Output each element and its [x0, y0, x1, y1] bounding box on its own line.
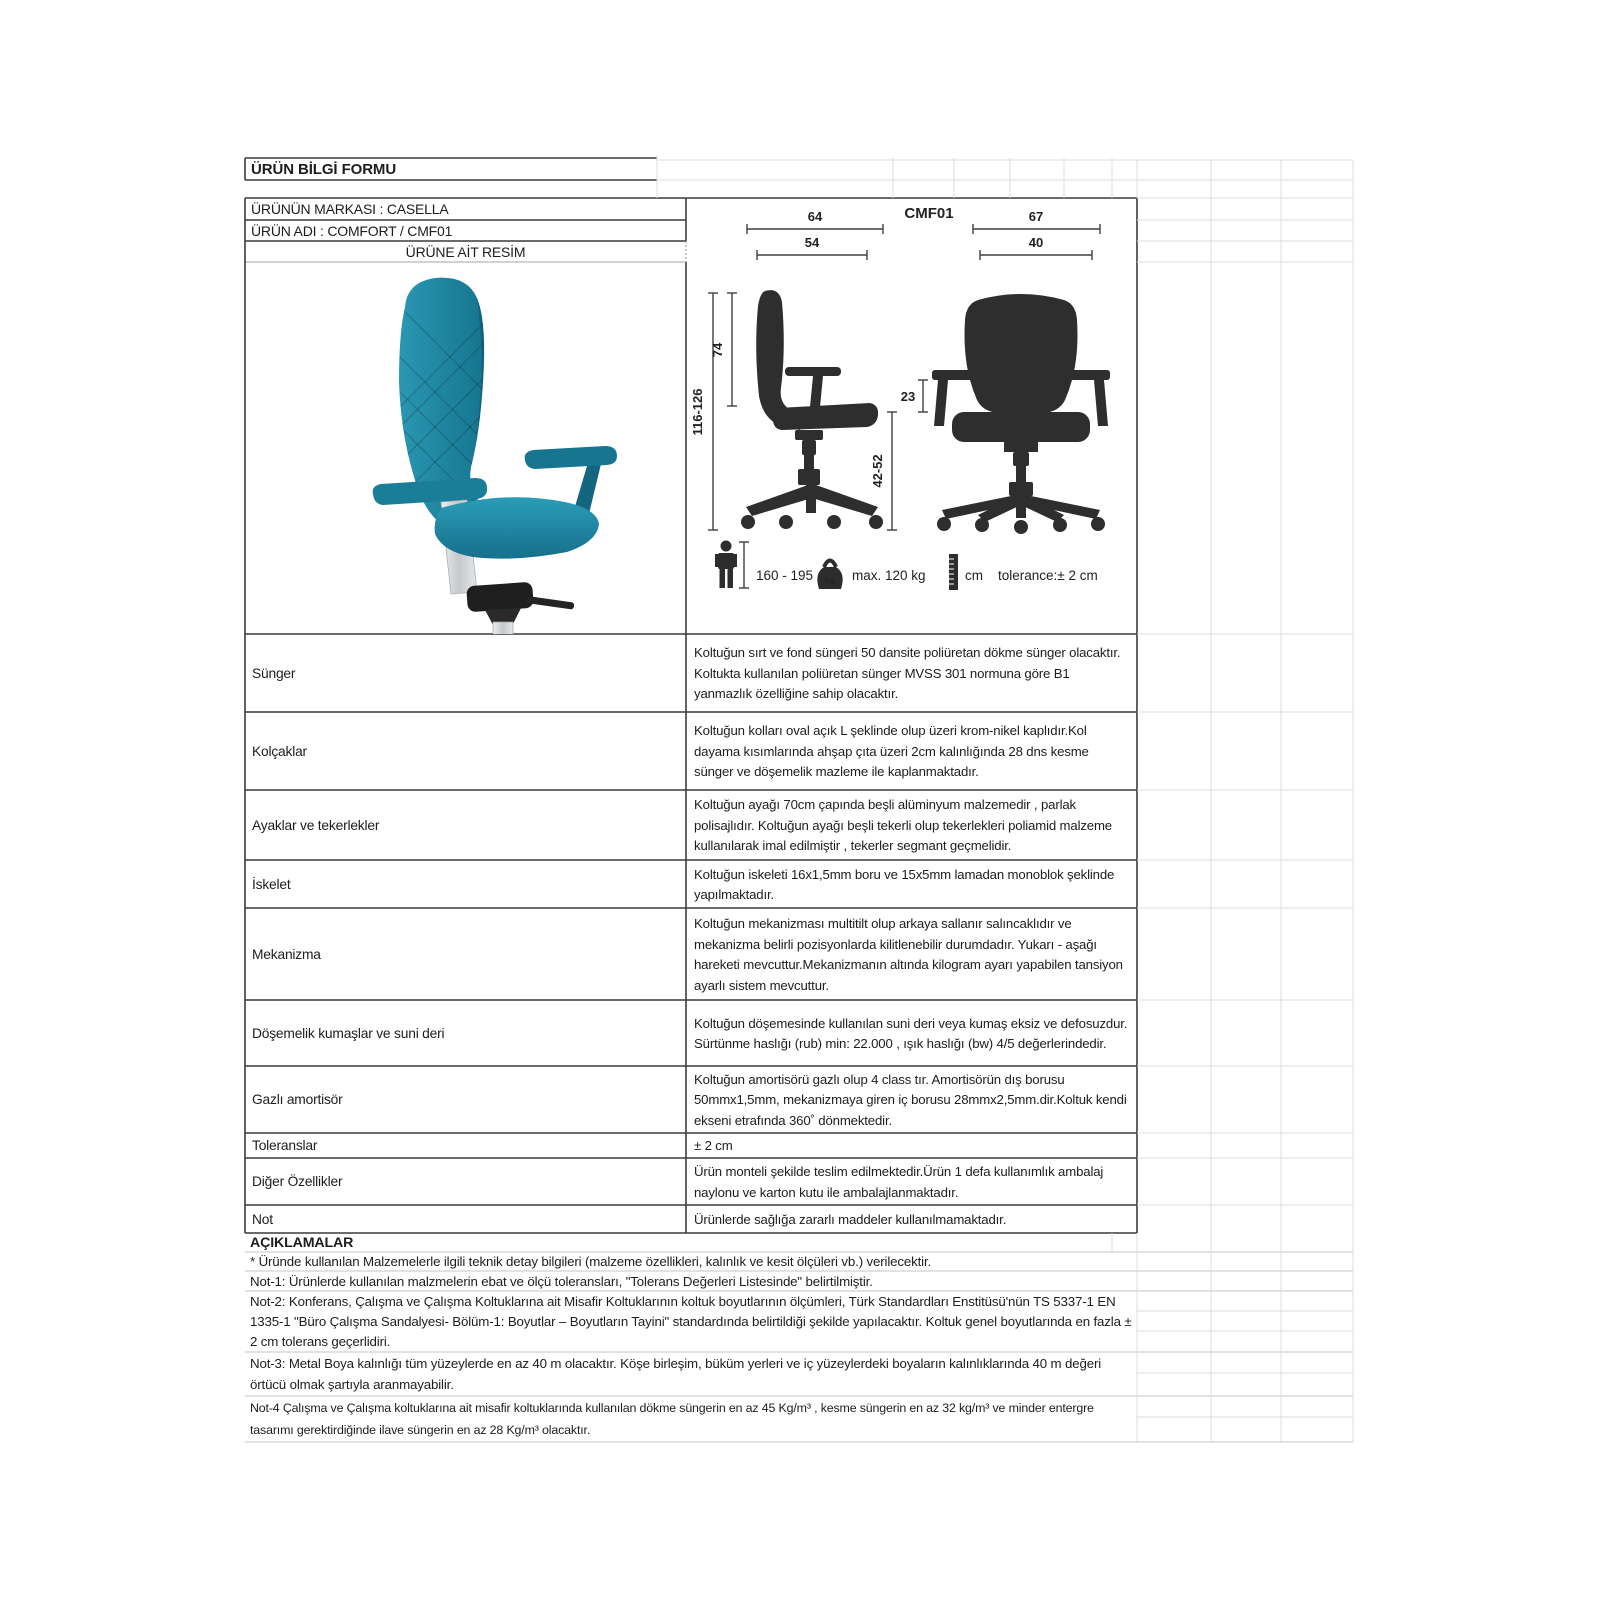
spec-row-label: Ayaklar ve tekerlekler — [252, 817, 380, 833]
note-item: Not-2: Konferans, Çalışma ve Çalışma Koltuklarına ait Misafir Koltuklarının koltuk boyutlarının ölçümleri, Türk Standardları Enstitüsü'nün TS 5337-1 EN 1335-1 "Büro Çalışma Sandalyesi- Bölüm-1: Boyutlar – Boyutların Tayini" standardında belirtildiği şekilde yapılacaktır. Koltuk genel boyutlarında en fazla ± 2 cm tolerans geçerlidiri. — [250, 1293, 1132, 1349]
spec-row-label: Gazlı amortisör — [252, 1092, 343, 1107]
spec-row-value: ± 2 cm — [694, 1138, 733, 1154]
spec-row-value: Koltuğun iskeleti 16x1,5mm boru ve 15x5mm lamadan monoblok şeklinde yapılmaktadır. — [694, 866, 1115, 902]
tolerance-label: tolerance:± 2 cm — [998, 568, 1098, 583]
unit-label: cm — [965, 568, 983, 583]
weight-icon — [817, 561, 842, 590]
notes-header: AÇIKLAMALAR — [250, 1234, 354, 1251]
legend — [715, 541, 1098, 591]
dim-total-height: 116-126 — [690, 388, 705, 436]
spec-row-value: Koltuğun amortisörü gazlı olup 4 class tır. Amortisörün dış borusu 50mmx1,5mm, mekanizmaya giren iç borusu 28mmx2,5mm.dir.Koltuk kendi ekseni etrafında 360˚ dönmektedir. — [694, 1071, 1127, 1128]
front-view-chair — [932, 294, 1110, 534]
spec-row-value: Ürünlerde sağlığa zararlı maddeler kullanılmamaktadır. — [694, 1211, 1007, 1227]
spec-row-value: Koltuğun sırt ve fond süngeri 50 dansite poliüretan dökme sünger olacaktır. Koltukta kullanılan poliüretan sünger MVSS 301 normuna göre B1 yanmazlık özelliğine sahip olacaktır. — [694, 645, 1121, 702]
brand-line: ÜRÜNÜN MARKASI : CASELLA — [251, 201, 449, 217]
user-height-label: 160 - 195 — [756, 568, 814, 583]
spec-row-label: Kolçaklar — [252, 743, 307, 759]
note-item: Not-1: Ürünlerde kullanılan malzmelerin ebat ve ölçü toleransları, "Tolerans Değerleri Listesinde" belirtilmiştir. — [250, 1273, 873, 1289]
model-label: CMF01 — [904, 205, 954, 222]
dim-seat-height: 42-52 — [870, 454, 885, 488]
spec-row-label: Sünger — [252, 665, 296, 681]
dimension-diagram — [686, 198, 1137, 634]
dim-arm-height: 23 — [900, 389, 916, 404]
side-view-chair — [741, 290, 883, 529]
note-item: Not-3: Metal Boya kalınlığı tüm yüzeylerde en az 40 m olacaktır. Köşe birleşim, büküm yerleri ve iç yüzeylerdeki boyaların kalınlıklarında 40 m değeri örtücü olmak şartıyla aranmayabilir. — [250, 1356, 1102, 1392]
spec-row-label: Diğer Özellikler — [252, 1174, 343, 1189]
dim-total-width-front: 67 — [1028, 209, 1044, 224]
dim-seat-width: 40 — [1028, 235, 1044, 250]
spec-row-label: Toleranslar — [252, 1138, 318, 1153]
height-measure-line — [739, 542, 749, 588]
spec-row-label: Mekanizma — [252, 946, 321, 962]
page-title: ÜRÜN BİLGİ FORMU — [251, 160, 397, 178]
chair-mechanism — [466, 582, 574, 634]
spec-row-label: Not — [252, 1211, 273, 1227]
spec-row-value: Koltuğun mekanizması multitilt olup arkaya sallanır salıncaklıdır ve mekanizma belirli pozisyonlarda kilitlenebilir durumdadır. Yukarı - aşağı hareketi mevcuttur.Mekanizmanın altında kilogram ayarı yapabilen tansiyon ayarlı sistem mevcuttur. — [694, 916, 1123, 993]
product-photo — [245, 262, 686, 634]
spec-row-label: İskelet — [252, 876, 291, 892]
dim-total-width-side: 64 — [807, 209, 823, 224]
spec-row-value: Koltuğun ayağı 70cm çapında beşli alüminyum malzemedir , parlak polisajlıdır. Koltuğun ayağı beşli tekerli olup tekerlekleri poliamid malzeme kullanılarak imal edilmiştir , tekerler segmant geçmelidir. — [694, 797, 1112, 854]
spec-row-label: Döşemelik kumaşlar ve suni deri — [252, 1025, 445, 1041]
svg-text:kg: kg — [825, 575, 835, 585]
ruler-icon — [949, 554, 958, 590]
chair-seat — [435, 497, 599, 558]
max-weight-label: max. 120 kg — [852, 568, 926, 583]
dim-seat-depth: 54 — [804, 235, 820, 250]
note-item: * Üründe kullanılan Malzemelerle ilgili teknik detay bilgileri (malzeme özellikleri, kalınlık ve kesit ölçüleri vb.) verilecektir. — [250, 1254, 932, 1269]
spec-row-value: Koltuğun kolları oval açık L şeklinde olup üzeri krom-nikel kaplıdır.Kol dayama kısımlarında ahşap çıta üzeri 2cm kalınlığında 28 dns kesme sünger ve döşemelik mazleme ile kaplanmaktadır. — [694, 723, 1089, 780]
image-header: ÜRÜNE AİT RESİM — [405, 243, 526, 260]
dim-back-height: 74 — [710, 342, 725, 358]
spec-row-value: Ürün monteli şekilde teslim edilmektedir.Ürün 1 defa kullanımlık ambalaj naylonu ve karton kutu ile ambalajlanmaktadır. — [694, 1164, 1104, 1200]
note-item: Not-4 Çalışma ve Çalışma koltuklarına ait misafir koltuklarında kullanılan dökme süngerin en az 45 Kg/m³ , kesme süngerin en az 32 kg/m³ ve minder entergre tasarımı gerektirdiğinde ilave süngerin en az 28 Kg/m³ olacaktır. — [250, 1401, 1094, 1437]
spec-row-value: Koltuğun döşemesinde kullanılan suni deri veya kumaş eksiz ve defosuzdur. Sürtünme haslığı (rub) min: 22.000 , ışık haslığı (bw) 4/5 değerlerindedir. — [694, 1015, 1128, 1051]
product-name-line: ÜRÜN ADI : COMFORT / CMF01 — [251, 222, 453, 239]
person-icon — [715, 541, 737, 589]
